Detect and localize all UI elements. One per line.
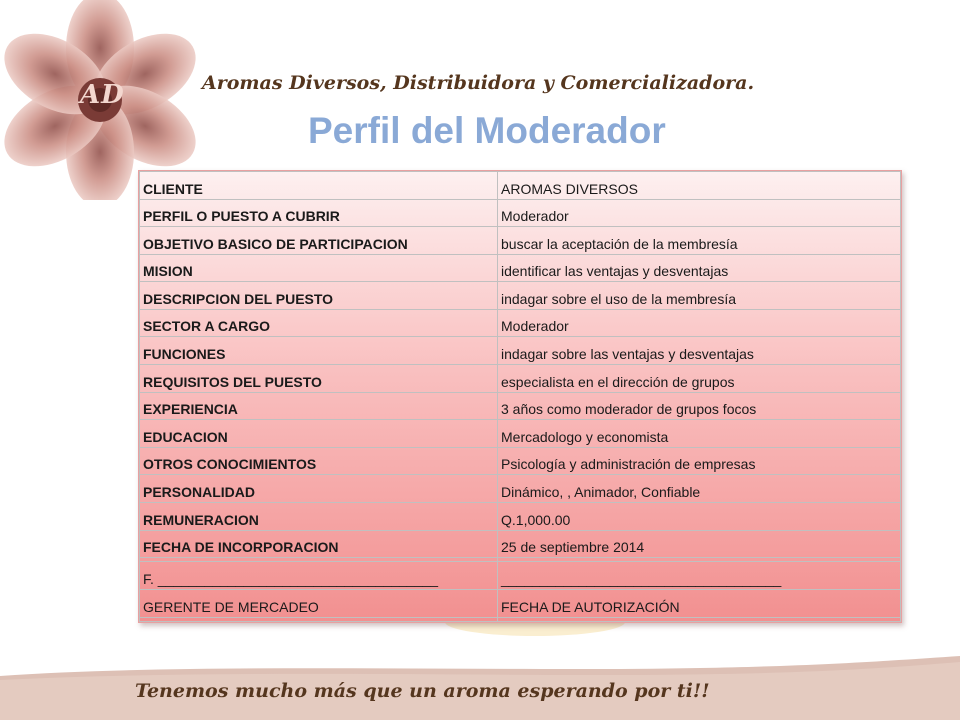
row-label: REMUNERACION xyxy=(140,502,498,530)
row-label: EXPERIENCIA xyxy=(140,392,498,420)
row-label: SECTOR A CARGO xyxy=(140,309,498,337)
table-row xyxy=(140,337,901,365)
company-tagline: Aromas Diversos, Distribuidora y Comercializadora. xyxy=(202,72,755,94)
row-label: OBJETIVO BASICO DE PARTICIPACION xyxy=(140,227,498,255)
signer-right: FECHA DE AUTORIZACIÓN xyxy=(498,590,901,618)
row-label: REQUISITOS DEL PUESTO xyxy=(140,365,498,393)
table-row xyxy=(140,475,901,503)
row-value: Psicología y administración de empresas xyxy=(498,447,901,475)
table-row xyxy=(140,172,901,200)
row-label: CLIENTE xyxy=(140,172,498,200)
row-label: OTROS CONOCIMIENTOS xyxy=(140,447,498,475)
logo-monogram: AD xyxy=(80,80,125,110)
row-value: especialista en el dirección de grupos xyxy=(498,365,901,393)
row-label: FUNCIONES xyxy=(140,337,498,365)
row-value: Dinámico, , Animador, Confiable xyxy=(498,475,901,503)
row-label: EDUCACION xyxy=(140,420,498,448)
table-row xyxy=(140,254,901,282)
table-row xyxy=(140,420,901,448)
row-value: buscar la aceptación de la membresía xyxy=(498,227,901,255)
table-row xyxy=(140,199,901,227)
signature-row xyxy=(140,562,901,590)
row-value: 3 años como moderador de grupos focos xyxy=(498,392,901,420)
table-row xyxy=(140,365,901,393)
row-label: DESCRIPCION DEL PUESTO xyxy=(140,282,498,310)
row-value: AROMAS DIVERSOS xyxy=(498,172,901,200)
row-value: Mercadologo y economista xyxy=(498,420,901,448)
row-value: 25 de septiembre 2014 xyxy=(498,530,901,558)
table-row xyxy=(140,502,901,530)
table-row xyxy=(140,309,901,337)
row-value: indagar sobre las ventajas y desventajas xyxy=(498,337,901,365)
page-title: Perfil del Moderador xyxy=(308,110,666,151)
row-value: identificar las ventajas y desventajas xyxy=(498,254,901,282)
row-label: PERFIL O PUESTO A CUBRIR xyxy=(140,199,498,227)
table-row xyxy=(140,447,901,475)
signer-left: GERENTE DE MERCADEO xyxy=(140,590,498,618)
row-value: indagar sobre el uso de la membresía xyxy=(498,282,901,310)
row-value: Q.1,000.00 xyxy=(498,502,901,530)
signature-line-right: ____________________________________ xyxy=(498,562,901,590)
row-label: FECHA DE INCORPORACION xyxy=(140,530,498,558)
row-value: Moderador xyxy=(498,309,901,337)
signature-line-left: F. ____________________________________ xyxy=(140,562,498,590)
row-value: Moderador xyxy=(498,199,901,227)
row-label: MISION xyxy=(140,254,498,282)
footer-motto: Tenemos mucho más que un aroma esperando por ti!! xyxy=(135,680,710,702)
empty-row xyxy=(140,617,901,621)
table-row xyxy=(140,530,901,558)
row-label: PERSONALIDAD xyxy=(140,475,498,503)
profile-table xyxy=(138,170,902,623)
signer-row xyxy=(140,590,901,618)
table-row xyxy=(140,282,901,310)
table-row xyxy=(140,392,901,420)
table-row xyxy=(140,227,901,255)
